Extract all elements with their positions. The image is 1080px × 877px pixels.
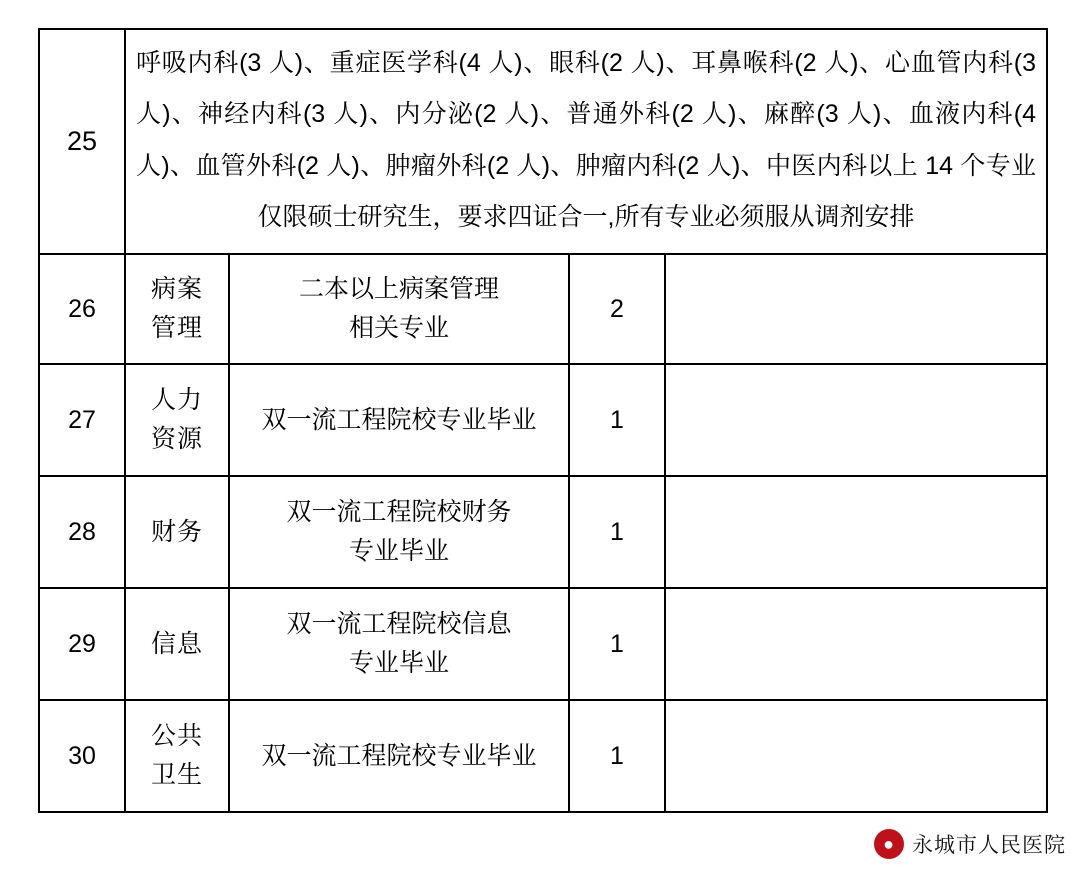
row-count: 2 (569, 254, 665, 364)
department-line-1: 病案 (150, 275, 203, 304)
requirement-line-2: 专业毕业 (348, 649, 449, 677)
row-department (125, 700, 229, 812)
row-department (125, 254, 229, 364)
row-department: 财务 (125, 476, 229, 588)
watermark-label: 永城市人民医院 (912, 834, 1066, 857)
row-note (665, 476, 1047, 588)
row-index: 28 (39, 476, 125, 588)
watermark (874, 829, 1066, 859)
row-index: 29 (39, 588, 125, 700)
row-note (665, 364, 1047, 476)
row-index: 26 (39, 254, 125, 364)
row-count: 1 (569, 476, 665, 588)
department-line-2: 管理 (150, 314, 203, 342)
recruitment-table (38, 28, 1048, 813)
row-index: 25 (39, 29, 125, 254)
table-row (39, 254, 1047, 364)
row-note (665, 254, 1047, 364)
row-requirement: 双一流工程院校专业毕业 (229, 364, 569, 476)
table-row (39, 364, 1047, 476)
row-count: 1 (569, 588, 665, 700)
row-index: 30 (39, 700, 125, 812)
row-note (665, 700, 1047, 812)
row-requirement: 双一流工程院校专业毕业 (229, 700, 569, 812)
table-row (39, 29, 1047, 254)
row-merged-content: 呼吸内科(3 人)、重症医学科(4 人)、眼科(2 人)、耳鼻喉科(2 人)、心血管内科(3 人)、神经内科(3 人)、内分泌(2 人)、普通外科(2 人)、麻醉(3 人)、血液内科(4 人)、血管外科(2 人)、肿瘤外科(2 人)、肿瘤内科(2 人)、中医内科以上 14 个专业仅限硕士研究生，要求四证合一,所有专业必须服从调剂安排 (125, 29, 1047, 254)
row-note (665, 588, 1047, 700)
row-department: 信息 (125, 588, 229, 700)
department-line-1: 公共 (150, 722, 203, 751)
department-line-2: 卫生 (150, 761, 203, 789)
table-row (39, 476, 1047, 588)
requirement-line-2: 专业毕业 (348, 537, 449, 565)
requirement-line-2: 相关专业 (348, 314, 449, 342)
row-requirement (229, 588, 569, 700)
table-row (39, 700, 1047, 812)
row-department (125, 364, 229, 476)
requirement-line-1: 双一流工程院校信息 (286, 610, 512, 639)
department-line-1: 人力 (150, 386, 203, 415)
row-index: 27 (39, 364, 125, 476)
wechat-icon: ● (874, 829, 904, 859)
table-row (39, 588, 1047, 700)
row-count: 1 (569, 364, 665, 476)
row-requirement (229, 254, 569, 364)
department-line-2: 资源 (150, 425, 203, 453)
row-requirement (229, 476, 569, 588)
requirement-line-1: 双一流工程院校财务 (286, 498, 512, 527)
row-count: 1 (569, 700, 665, 812)
requirement-line-1: 二本以上病案管理 (298, 275, 499, 304)
